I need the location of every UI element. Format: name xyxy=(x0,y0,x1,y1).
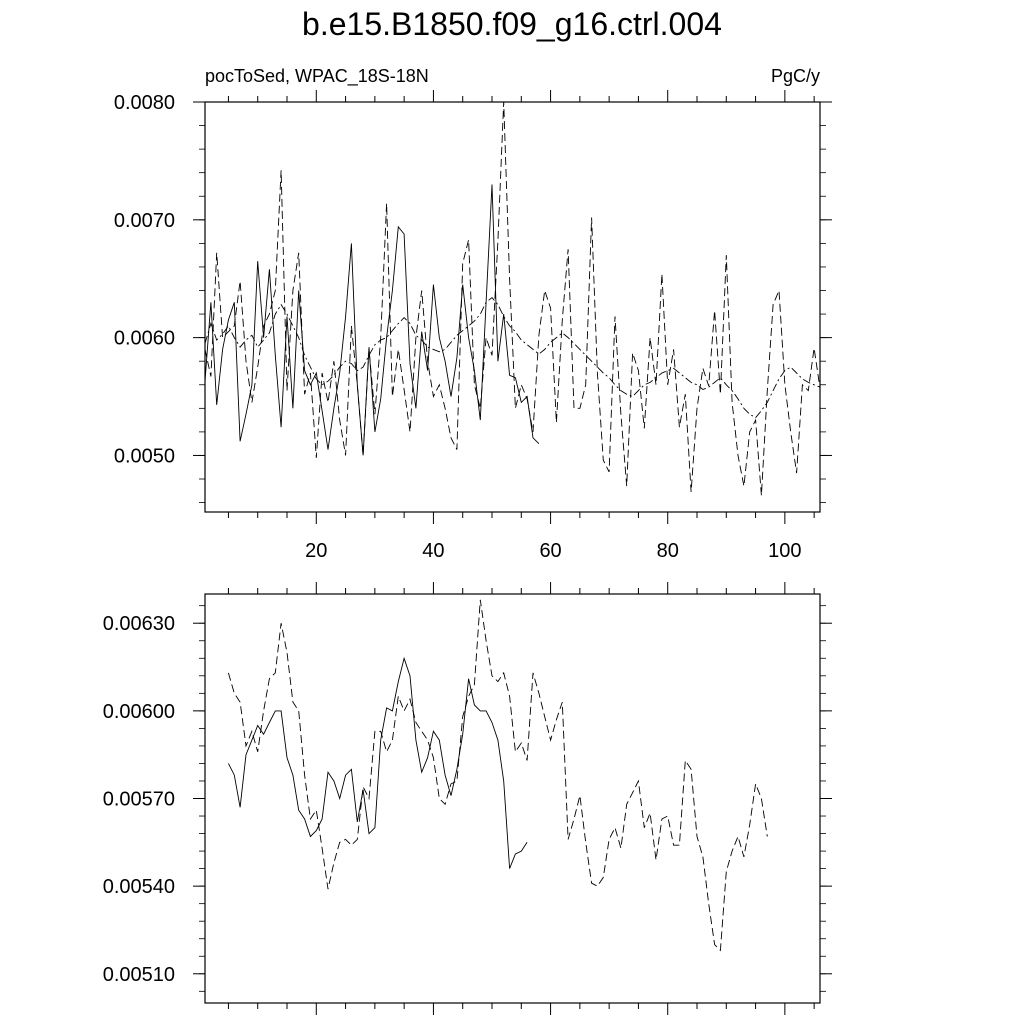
variable-region-label: pocToSed, WPAC_18S-18N xyxy=(205,66,429,86)
top-x-tick-label: 80 xyxy=(656,540,679,562)
top-y-tick-label: 0.0070 xyxy=(113,209,175,232)
bottom-series-dashed xyxy=(228,600,767,951)
bottom-y-tick-label: 0.00600 xyxy=(102,700,175,723)
bottom-plot-frame xyxy=(205,594,820,1003)
bottom-y-tick-label: 0.00540 xyxy=(102,876,175,899)
bottom-y-tick-label: 0.00630 xyxy=(102,613,175,636)
top-x-tick-label: 40 xyxy=(422,540,445,562)
top-y-tick-label: 0.0050 xyxy=(113,445,175,468)
bottom-y-tick-label: 0.00570 xyxy=(102,788,175,811)
units-label: PgC/y xyxy=(770,66,820,86)
bottom-y-tick-label: 0.00510 xyxy=(102,963,175,986)
top-x-tick-label: 20 xyxy=(305,540,328,562)
top-series-solid xyxy=(205,185,539,456)
top-y-tick-label: 0.0080 xyxy=(113,92,175,114)
top-x-tick-label: 60 xyxy=(539,540,562,562)
top-series-dashed xyxy=(205,102,820,496)
bottom-series-solid xyxy=(228,658,527,868)
top-x-tick-label: 100 xyxy=(768,540,802,562)
top-y-tick-label: 0.0060 xyxy=(113,327,175,350)
page-title: b.e15.B1850.f09_g16.ctrl.004 xyxy=(302,6,722,42)
top-plot-frame xyxy=(205,102,820,512)
